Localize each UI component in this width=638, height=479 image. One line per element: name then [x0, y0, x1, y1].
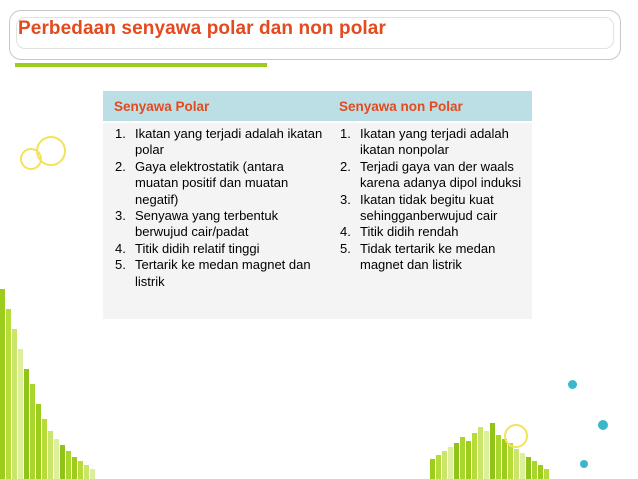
green-bar-decoration [526, 457, 531, 479]
green-bar-decoration [42, 419, 47, 479]
ring-decoration [504, 424, 528, 448]
green-bar-decoration [496, 435, 501, 479]
comparison-table [103, 91, 532, 319]
green-bar-decoration [460, 437, 465, 479]
green-bar-decoration [472, 433, 477, 479]
green-bar-decoration [54, 439, 59, 479]
item-number: 3. [115, 208, 126, 224]
green-bar-decoration [30, 384, 35, 479]
green-bar-decoration [12, 329, 17, 479]
green-bar-decoration [448, 447, 453, 479]
bubble-decoration [580, 460, 588, 468]
green-bar-decoration [520, 453, 525, 479]
green-bar-decoration [502, 439, 507, 479]
green-bar-decoration [84, 465, 89, 479]
item-number: 1. [115, 126, 126, 141]
slide-title: Perbedaan senyawa polar dan non polar [18, 18, 386, 39]
item-number: 5. [115, 257, 126, 273]
nonpolar-list [336, 126, 528, 274]
item-text: Gaya elektrostatik (antara muatan positif dan muatan negatif) [135, 158, 289, 207]
green-bar-decoration [18, 349, 23, 479]
item-text: Senyawa yang terbentuk berwujud cair/padat [135, 208, 279, 240]
bubble-decoration [598, 420, 608, 430]
title-underline [15, 63, 267, 67]
list-item [336, 159, 528, 192]
green-bar-decoration [484, 431, 489, 479]
list-item [336, 126, 528, 159]
item-number: 2. [115, 158, 126, 174]
header-polar: Senyawa Polar [103, 91, 328, 122]
polar-cell [103, 122, 328, 319]
green-bar-decoration [48, 431, 53, 479]
table-header-row [103, 91, 532, 122]
list-item [111, 126, 324, 159]
green-bar-decoration [72, 457, 77, 479]
ring-decoration [574, 386, 608, 420]
item-text: Titik didih relatif tinggi [135, 240, 260, 256]
green-bar-decoration [454, 443, 459, 479]
item-number: 5. [340, 240, 351, 256]
green-bar-decoration [60, 445, 65, 479]
list-item [111, 241, 324, 257]
item-number: 3. [340, 191, 351, 207]
item-number: 4. [340, 224, 351, 240]
item-number: 4. [115, 240, 126, 256]
item-text: Tertarik ke medan magnet dan listrik [135, 257, 311, 289]
list-item [336, 224, 528, 240]
ring-decoration [596, 440, 618, 462]
table-row [103, 122, 532, 319]
green-bar-decoration [466, 441, 471, 479]
green-bar-decoration [442, 451, 447, 479]
green-bar-decoration [66, 451, 71, 479]
green-bar-decoration [430, 459, 435, 479]
header-nonpolar: Senyawa non Polar [328, 91, 532, 122]
green-bar-decoration [90, 469, 95, 479]
item-text: Titik didih rendah [360, 224, 459, 240]
nonpolar-cell [328, 122, 532, 319]
item-text: Tidak tertarik ke medan magnet dan listrik [360, 240, 496, 273]
list-item [336, 241, 528, 274]
green-bar-decoration [6, 309, 11, 479]
green-bar-decoration [508, 443, 513, 479]
item-text: Ikatan yang terjadi adalah ikatan polar [135, 126, 323, 158]
green-bar-decoration [36, 404, 41, 479]
item-text: Ikatan tidak begitu kuat sehingganberwujud cair [360, 191, 498, 224]
item-number: 2. [340, 158, 351, 174]
green-bar-decoration [436, 455, 441, 479]
list-item [111, 257, 324, 290]
list-item [111, 159, 324, 208]
item-text: Terjadi gaya van der waals karena adanya dipol induksi [360, 158, 522, 191]
item-text: Ikatan yang terjadi adalah ikatan nonpolar [360, 126, 509, 158]
green-bar-decoration [514, 449, 519, 479]
ring-decoration [36, 136, 66, 166]
green-bar-decoration [24, 369, 29, 479]
bubble-decoration [568, 380, 577, 389]
green-bar-decoration [478, 427, 483, 479]
green-bar-decoration [532, 461, 537, 479]
green-bar-decoration [538, 465, 543, 479]
polar-list [111, 126, 324, 290]
green-bar-decoration [490, 423, 495, 479]
green-bar-decoration [78, 461, 83, 479]
list-item [111, 208, 324, 241]
list-item [336, 192, 528, 225]
green-bar-decoration [0, 289, 5, 479]
item-number: 1. [340, 126, 351, 141]
green-bar-decoration [544, 469, 549, 479]
